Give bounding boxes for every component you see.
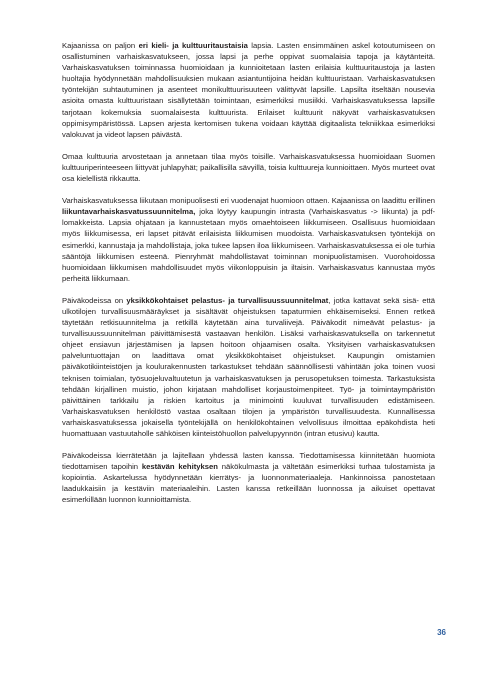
page-number: 36 xyxy=(437,628,446,637)
paragraph-physical-activity: Varhaiskasvatuksessa liikutaan monipuolisesti eri vuodenajat huomioon ottaen. Kajaanissa on laadittu erillinen liikuntavarhaiskasvatussuunnitelma, joka löytyy kaupungin intrasta (Varhaiskasvatus -> liikunta) ja pdf-lomakkeista. Lapsia ohjataan ja kannustetaan myös omaehtoiseen liikkumiseen. Osallisuus huomioidaan myös liikkumisessa, eri lapset pitävät erilaisista liikkumisen muodoista. Varhaiskasvatuksen työntekijä on esimerkki, kannustaja ja mahdollistaja, joka tukee lapsen iloa liikkumiseen. Varhaiskasvatuksessa ei ole turhia sääntöjä liikkumisen esteenä. Pienryhmät mahdollistavat toiminnan monipuolistamisen. Vuorohoidossa huomioidaan liikkumisen mahdollisuudet myös viikonloppuisin ja iltaisin. Varhaiskasvatus kannustaa myös perheitä liikkumaan. xyxy=(62,196,435,283)
body-text xyxy=(62,40,435,517)
paragraph-cultural-diversity: Kajaanissa on paljon eri kieli- ja kulttuuritaustaisia lapsia. Lasten ensimmäinen askel kotoutumiseen on osallistuminen varhaiskasvatukseen, jossa lapsi ja perhe oppivat suomalaisia tapoja ja käytänteitä. Varhaiskasvatuksen toiminnassa huomioidaan ja kunnioitetaan lasten erilaisia kulttuuritaustoja ja lasten huoltajia hyödynnetään mahdollisuuksien mukaan asiantuntijoina heidän kulttuuristaan. Varhaiskasvatuksen työntekijän suhtautuminen ja asenteet monikulttuurisuuteen välittyvät lapsille. Lapsilta itseltään nousevia asioita omasta kulttuuristaan sisällytetään toimintaan, esimerkiksi musiikki. Varhaiskasvatuksessa lapsille tarjotaan kokemuksia suomalaisesta kulttuurista. Erilaiset kulttuurit näkyvät varhaiskasvatuksen oppimisympäristössä. Lapsen arjesta kertomisen tukena voidaan käyttää digitaalista tekniikkaa esimerkiksi valokuvat ja videot lapsen päivästä. xyxy=(62,41,435,139)
emphasis-text: yksikkökohtaiset pelastus- ja turvallisuussuunnitelmat xyxy=(126,295,329,305)
paragraph-safety: Päiväkodeissa on yksikkökohtaiset pelastus- ja turvallisuussuunnitelmat, jotka kattavat sekä sisä- että ulkotilojen turvallisuusmääräykset ja sisältävät ohjeistuksen tapaturmien ehkäisemiseksi. Ennen retkeä täytetään retkisuunnitelma ja retkillä käytetään aina turvaliivejä. Päiväkodit nimeävät pelastus- ja turvallisuussuunnitelman päivittämisestä vastaavan henkilön. Lisäksi varhaiskasvatuksella on tarkennetut ohjeet ensiavun järjestämisen ja lapsen hoitoon ohjaamisen osalta. Yksityisen varhaiskasvatuksen palveluntuottajan on laadittava omat yksikkökohtaiset ohjeistukset. Kaupungin omistamien päiväkotikiinteistöjen ja koulurakennusten tarkastukset tehdään säännöllisesti vähintään joka toinen vuosi teknisen toimialan, työsuojeluvaltuutetun ja varhaiskasvatuksen ja perusopetuksen toimesta. Tarkastuksista tehdään kirjallinen muistio, johon kirjataan mahdolliset korjaustoimenpiteet. Työ- ja toimintaympäristön päivittäinen tarkkailu ja riskien kartoitus ja minimointi kuuluvat turvallisuuden edistämiseen. Varhaiskasvatuksen henkilöstö vastaa osaltaan tilojen ja ympäristön turvallisuudesta. Kunnallisessa varhaiskasvatuksessa jokaisella työntekijällä on henkilökohtainen velvollisuus ilmoittaa epäkohdista heti huomattuaan vastuutaholle sähköisen kiinteistöhuollon palvelupyynnön (intran etusivu) kautta. xyxy=(62,295,435,438)
emphasis-text: eri kieli- ja kulttuuritaustaisia xyxy=(138,41,248,50)
paragraph-own-culture: Omaa kulttuuria arvostetaan ja annetaan tilaa myös toisille. Varhaiskasvatuksessa huomioidaan Suomen kulttuuriperinteeseen liittyvät juhlapyhät; paikallisilla sävyillä, toisia kulttuureja kunnioittaen. Myös murteet ovat osa kielellistä rikkautta. xyxy=(62,151,435,184)
emphasis-text: liikuntavarhaiskasvatussuunnitelma, xyxy=(62,207,196,217)
paragraph-sustainability: Päiväkodeissa kierrätetään ja lajitellaan yhdessä lasten kanssa. Tiedottamisessa kiinnitetään huomiota tiedottamisen tapoihin kestävän kehityksen näkökulmasta ja vältetään esimerkiksi turhaa tulostamista ja kopiointia. Askartelussa hyödynnetään kierrätys- ja luonnonmateriaaleja. Hankinnoissa panostetaan laadukkaisiin ja kestäviin materiaaleihin. Lasten kanssa retkeillään luonnossa ja aikuiset opettavat esimerkillään luonnon kunnioittamista. xyxy=(62,451,435,505)
emphasis-text: kestävän kehityksen xyxy=(141,462,218,472)
